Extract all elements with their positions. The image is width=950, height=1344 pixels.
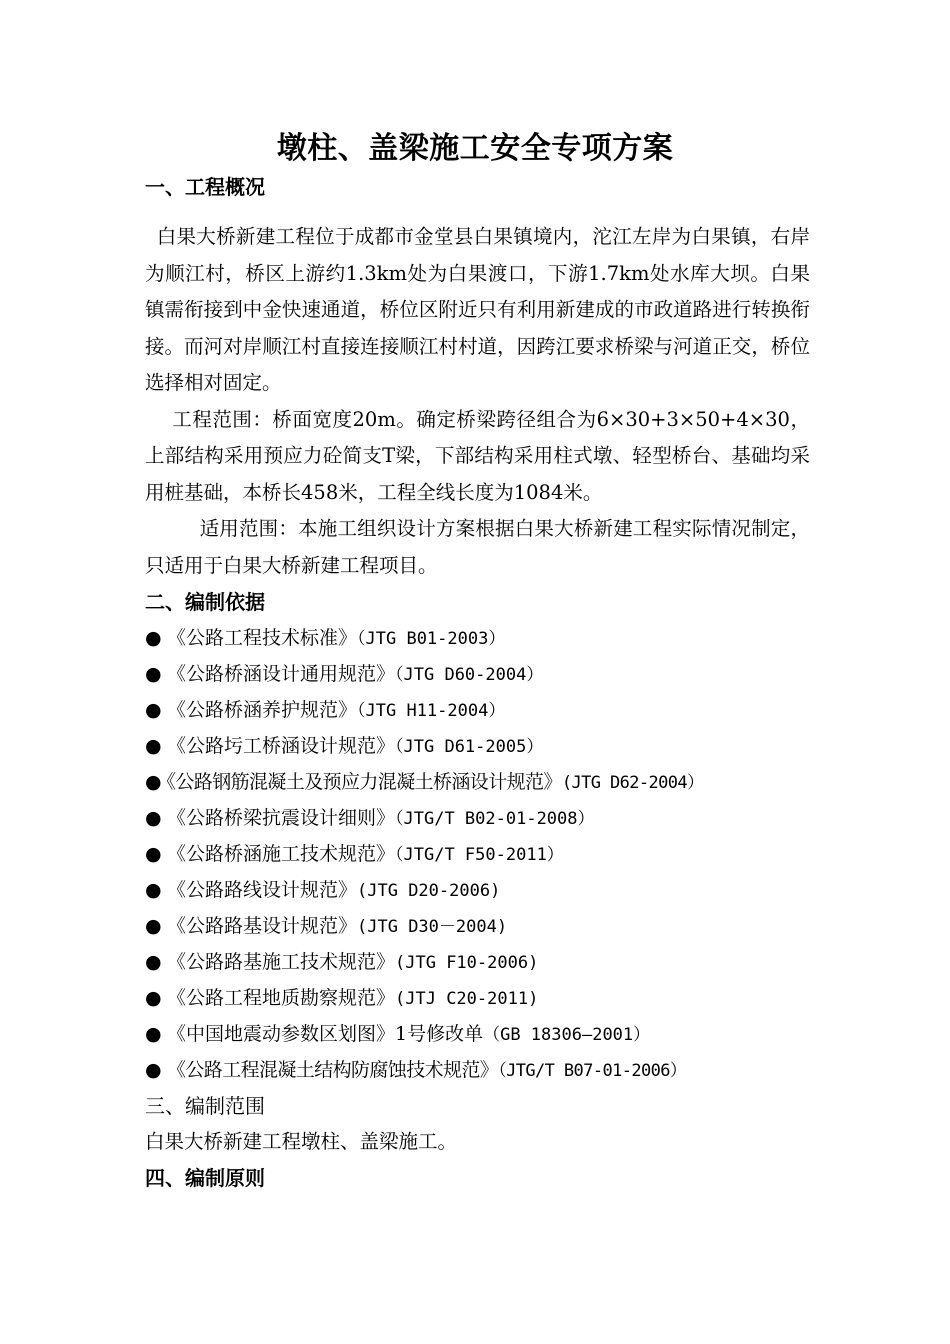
reference-item <box>145 692 810 728</box>
reference-code: (JTG D20-2006) <box>357 881 501 901</box>
reference-item <box>145 836 810 872</box>
bullet-icon: ● <box>145 879 162 901</box>
overview-paragraph-scope: 工程范围：桥面宽度20m。确定桥梁跨径组合为6×30+3×50+4×30，上部结构采用预应力砼简支T梁，下部结构采用柱式墩、轻型桥台、基础均采用桩基础，本桥长458米，工程全线长度为1084米。 <box>145 407 810 504</box>
overview-paragraph-location: 白果大桥新建工程位于成都市金堂县白果镇境内，沱江左岸为白果镇，右岸为顺江村，桥区上游约1.3km处为白果渡口，下游1.7km处水库大坝。白果镇需衔接到中金快速通道，桥位区附近只有利用新建成的市政道路进行转换衔接。而河对岸顺江村直接连接顺江村村道，因跨江要求桥梁与河道正交，桥位选择相对固定。 <box>145 225 810 394</box>
reference-title: 《公路路基施工技术规范》 <box>167 951 396 973</box>
reference-item <box>145 656 810 692</box>
reference-item <box>145 800 810 836</box>
reference-code: （JTG/T F50-2011） <box>395 845 564 865</box>
reference-item <box>145 980 810 1016</box>
bullet-icon: ● <box>145 771 161 793</box>
reference-item <box>145 764 810 800</box>
section-heading-overview: 一、工程概况 <box>145 175 265 199</box>
overview-paragraph-applicability: 适用范围：本施工组织设计方案根据白果大桥新建工程实际情况制定，只适用于白果大桥新建工程项目。 <box>145 517 810 577</box>
reference-code: （JTG B01-2003） <box>357 629 506 649</box>
bullet-icon: ● <box>145 843 162 865</box>
reference-item <box>145 872 810 908</box>
reference-item <box>145 728 810 764</box>
reference-title: 《公路工程混凝土结构防腐蚀技术规范》 <box>167 1059 499 1081</box>
reference-title: 《公路钢筋混凝土及预应力混凝土桥涵设计规范》 <box>157 771 562 793</box>
scope-text: 白果大桥新建工程墩柱、盖梁施工。 <box>145 1130 458 1153</box>
section-heading-scope: 三、编制范围 <box>145 1094 265 1118</box>
bullet-icon: ● <box>145 1059 161 1081</box>
bullet-icon: ● <box>145 915 162 937</box>
bullet-icon: ● <box>145 627 162 649</box>
bullet-icon: ● <box>145 1023 162 1045</box>
reference-code: （JTG/T B02-01-2008） <box>395 809 595 829</box>
bullet-icon: ● <box>145 951 162 973</box>
reference-item <box>145 908 810 944</box>
reference-item <box>145 944 810 980</box>
reference-item <box>145 1016 810 1052</box>
reference-code: (JTG D62-2004） <box>561 773 704 793</box>
reference-code: (JTJ C20-2011) <box>395 989 539 1009</box>
reference-list <box>145 620 810 1088</box>
reference-title: 《公路工程技术标准》 <box>167 627 358 649</box>
reference-title: 《公路工程地质勘察规范》 <box>167 987 396 1009</box>
reference-title: 《公路桥涵养护规范》 <box>167 699 358 721</box>
reference-title: 《公路桥涵施工技术规范》 <box>167 843 396 865</box>
document-body <box>145 169 810 1196</box>
reference-code: (JTG F10-2006) <box>395 953 539 973</box>
reference-code: (JTG D30－2004) <box>357 917 508 937</box>
reference-code: （JTG H11-2004） <box>357 701 506 721</box>
reference-title: 《中国地震动参数区划图》1号修改单 <box>167 1023 484 1045</box>
bullet-icon: ● <box>145 987 162 1009</box>
reference-title: 《公路桥涵设计通用规范》 <box>167 663 396 685</box>
bullet-icon: ● <box>145 663 162 685</box>
bullet-icon: ● <box>145 735 162 757</box>
reference-item <box>145 1052 810 1088</box>
reference-item <box>145 620 810 656</box>
bullet-icon: ● <box>145 807 162 829</box>
section-heading-principles: 四、编制原则 <box>145 1166 265 1190</box>
section-heading-basis: 二、编制依据 <box>145 590 265 614</box>
reference-title: 《公路路基设计规范》 <box>167 915 358 937</box>
reference-title: 《公路路线设计规范》 <box>167 879 358 901</box>
reference-code: （JTG D60-2004） <box>395 665 544 685</box>
reference-code: （JTG D61-2005） <box>395 737 544 757</box>
bullet-icon: ● <box>145 699 162 721</box>
reference-title: 《公路桥梁抗震设计细则》 <box>167 807 396 829</box>
reference-code: （GB 18306—2001） <box>483 1025 651 1045</box>
document-title: 墩柱、盖梁施工安全专项方案 <box>276 131 674 166</box>
reference-code: （JTG/T B07-01-2006） <box>498 1061 687 1081</box>
reference-title: 《公路圬工桥涵设计规范》 <box>167 735 396 757</box>
